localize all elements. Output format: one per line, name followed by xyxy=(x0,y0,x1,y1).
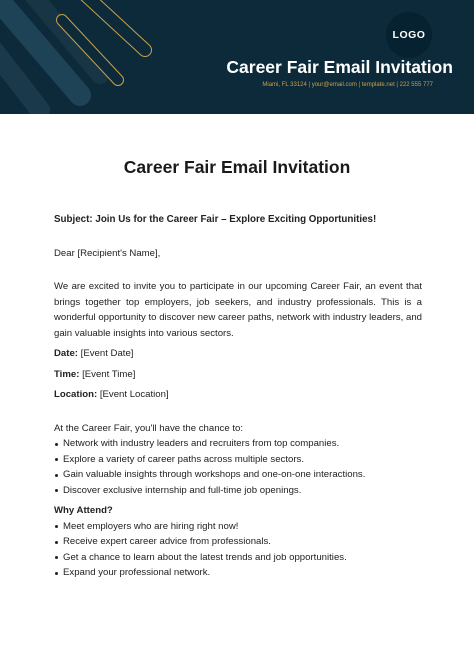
list-item: Meet employers who are hiring right now! xyxy=(54,519,422,535)
list-item: Gain valuable insights through workshops and one-on-one interactions. xyxy=(54,467,422,483)
email-subject: Subject: Join Us for the Career Fair – Explore Exciting Opportunities! xyxy=(54,214,377,225)
document-title: Career Fair Email Invitation xyxy=(123,157,351,177)
event-date-value: [Event Date] xyxy=(80,348,134,359)
event-location-value: [Event Location] xyxy=(99,389,169,400)
chance-list xyxy=(54,436,422,498)
header-title: Career Fair Email Invitation xyxy=(226,57,453,77)
event-date-label: Date: xyxy=(54,348,78,359)
event-time-value: [Event Time] xyxy=(82,368,136,380)
list-item: Network with industry leaders and recruiters from top companies. xyxy=(54,436,422,452)
why-attend-list xyxy=(54,519,422,581)
document-body xyxy=(54,212,422,581)
list-item: Discover exclusive internship and full-time job openings. xyxy=(54,483,422,499)
intro-paragraph: We are excited to invite you to participate in our upcoming Career Fair, an event that brings together top employers, job seekers, and industry professionals. This is a wonderful opportunity to discover new career paths, network with industry leaders, and gain valuable insights into various sectors. xyxy=(54,281,422,339)
list-item: Get a chance to learn about the latest trends and job opportunities. xyxy=(54,550,422,566)
event-time xyxy=(54,367,422,383)
logo: LOGO xyxy=(386,12,432,58)
chance-intro: At the Career Fair, you'll have the chance to: xyxy=(54,422,244,434)
event-time-label: Time: xyxy=(54,368,80,380)
greeting: Dear [Recipient's Name], xyxy=(54,247,161,259)
event-date xyxy=(54,346,422,362)
list-item: Expand your professional network. xyxy=(54,565,422,581)
event-location xyxy=(54,387,422,403)
list-item: Receive expert career advice from professionals. xyxy=(54,534,422,550)
header-banner xyxy=(0,0,474,114)
header-contact-info: Miami, FL 33124 | your@email.com | template.net | 222 555 777 xyxy=(262,82,433,88)
event-location-label: Location: xyxy=(54,389,98,400)
why-attend-heading: Why Attend? xyxy=(54,505,113,516)
list-item: Explore a variety of career paths across multiple sectors. xyxy=(54,452,422,468)
decorative-stripes xyxy=(0,0,200,114)
